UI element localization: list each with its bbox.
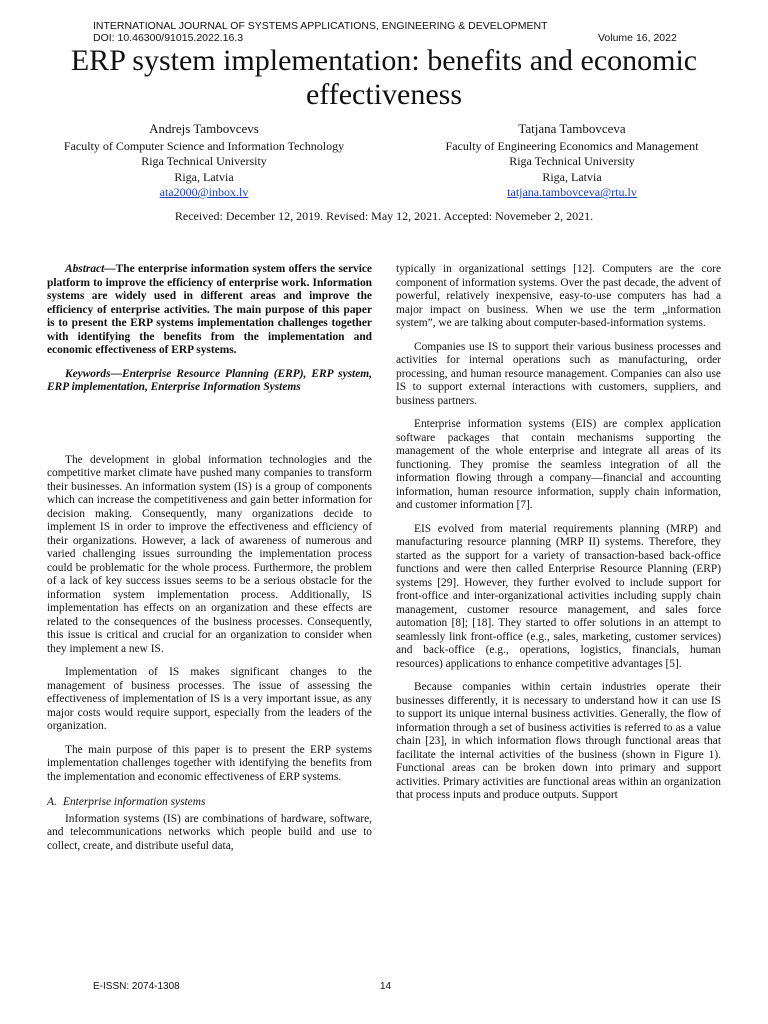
paper-title: ERP system implementation: benefits and economic effectiveness [70, 44, 698, 111]
author-email-link[interactable]: ata2000@inbox.lv [159, 185, 249, 199]
abstract-text: The enterprise information system offers the service platform to improve the efficiency of enterprise work. Information systems are widely used in different areas and improve the efficiency of enterprise activities. The main purpose of this paper is to present the ERP systems implementation challenges together with identifying the benefits from the implementation and economic effectiveness of ERP systems. [47, 263, 372, 356]
volume: Volume 16, 2022 [598, 32, 677, 44]
author-city: Riga, Latvia [174, 169, 234, 184]
author-faculty: Faculty of Engineering Economics and Management [445, 138, 699, 153]
author-university: Riga Technical University [141, 154, 267, 168]
author-email-link[interactable]: tatjana.tambovceva@rtu.lv [507, 185, 637, 199]
footer-issn: E-ISSN: 2074-1308 [93, 981, 180, 992]
abstract [47, 263, 372, 358]
author-university: Riga Technical University [509, 154, 635, 168]
left-column [47, 263, 372, 863]
page-number: 14 [380, 981, 392, 992]
author-city: Riga, Latvia [542, 169, 602, 184]
right-column [396, 263, 721, 813]
author-faculty: Faculty of Computer Science and Information Technology [63, 138, 345, 153]
keywords-text: Enterprise Resource Planning (ERP), ERP system, ERP implementation, Enterprise Information Systems [47, 367, 372, 393]
section-number: A. [47, 796, 57, 808]
author-name: Andrejs Tambovcevs [149, 121, 259, 136]
keywords [47, 368, 372, 395]
body-paragraph: Companies use IS to support their various business processes and activities for internal operations such as manufacturing, order processing, and human resource management. Companies can also use IS to support external interactions with customers, suppliers, and business partners. [396, 340, 721, 407]
author-name: Tatjana Tambovceva [518, 121, 626, 136]
section-heading [47, 796, 372, 810]
body-paragraph: EIS evolved from material requirements planning (MRP) and manufacturing resource planning (MRP II) systems. Therefore, they started as the support for a variety of transaction-based back-office functions and were then called Enterprise Resource Planning (ERP) systems [29]. However, they further evolved to include support for front-office and inter-organizational activities including supply chain management, customer resource management, and sales force automation [8]; [18]. They started to offer solutions in an attempt to seamlessly link front-office (e.g., sales, marketing, customer services) and back-office (e.g., operations, logistics, financials, human resources) applications to enhance competitive advantages [5]. [396, 522, 721, 670]
doi: DOI: 10.46300/91015.2022.16.3 [93, 32, 244, 44]
abstract-label: Abstract— [65, 263, 116, 275]
keywords-label: Keywords— [65, 367, 122, 380]
body-paragraph: Because companies within certain industries operate their businesses differently, it is necessary to understand how it can use IS to support its unique internal business activities. Generally, the flow of information through a set of business activities is referred to as a value chain [23], in which information flows through functional areas that facilitate the internal activities of the business (shown in Figure 1). Functional areas can be broken down into primary and support activities. Primary activities are functional areas within an organization that process inputs and produce outputs. Support [396, 681, 721, 801]
body-paragraph: Implementation of IS makes significant changes to the management of business processes. The issue of assessing the effectiveness of implementation of IS is a very important issue, as any major costs would require support, especially from the leaders of the organization. [47, 666, 372, 732]
section-title: Enterprise information systems [63, 796, 206, 808]
body-paragraph: The development in global information technologies and the competitive market climate have pushed many companies to transform their businesses. An information system (IS) is a group of components which can increase the competitiveness and gain better information for decision making. Consequently, many organizations decide to implement IS in order to improve the effectiveness and efficiency of their organizations. However, a lack of awareness of numerous and varied challenging issues surrounding the implementation process could be problematic for the whole process. Furthermore, the problem of a lack of key success issues seems to be a serious obstacle for the information system implementation process. Additionally, IS implementation has effects on an organization and these effects are related to the consequences of the business processes. Consequently, this issue is critical and crucial for an organization to consider when they implement a new IS. [47, 453, 372, 655]
submission-dates: Received: December 12, 2019. Revised: May 12, 2021. Accepted: Novemeber 2, 2021. [174, 209, 594, 223]
body-paragraph-continuation: typically in organizational settings [12]. Computers are the core component of information systems. Over the past decade, the advent of powerful, relatively inexpensive, easy-to-use computers has had a major impact on business. When we use the term „information system”, we are talking about computer-based-information systems. [396, 263, 721, 329]
body-paragraph: Information systems (IS) are combinations of hardware, software, and telecommunications networks which people build and use to collect, create, and distribute useful data, [47, 812, 372, 852]
body-paragraph: The main purpose of this paper is to present the ERP systems implementation challenges together with identifying the benefits from the implementation and economic effectiveness of ERP systems. [47, 743, 372, 783]
author-block-1 [30, 121, 378, 201]
journal-name: INTERNATIONAL JOURNAL OF SYSTEMS APPLICATIONS, ENGINEERING & DEVELOPMENT [93, 20, 548, 32]
body-paragraph: Enterprise information systems (EIS) are complex application software packages that contain mechanisms supporting the management of the whole enterprise and integrate all areas of its functioning. They promise the seamless integration of all the information flowing through a company—financial and accounting information, human resource information, supply chain information, and customer information [7]. [396, 418, 721, 511]
author-block-2 [398, 121, 746, 201]
